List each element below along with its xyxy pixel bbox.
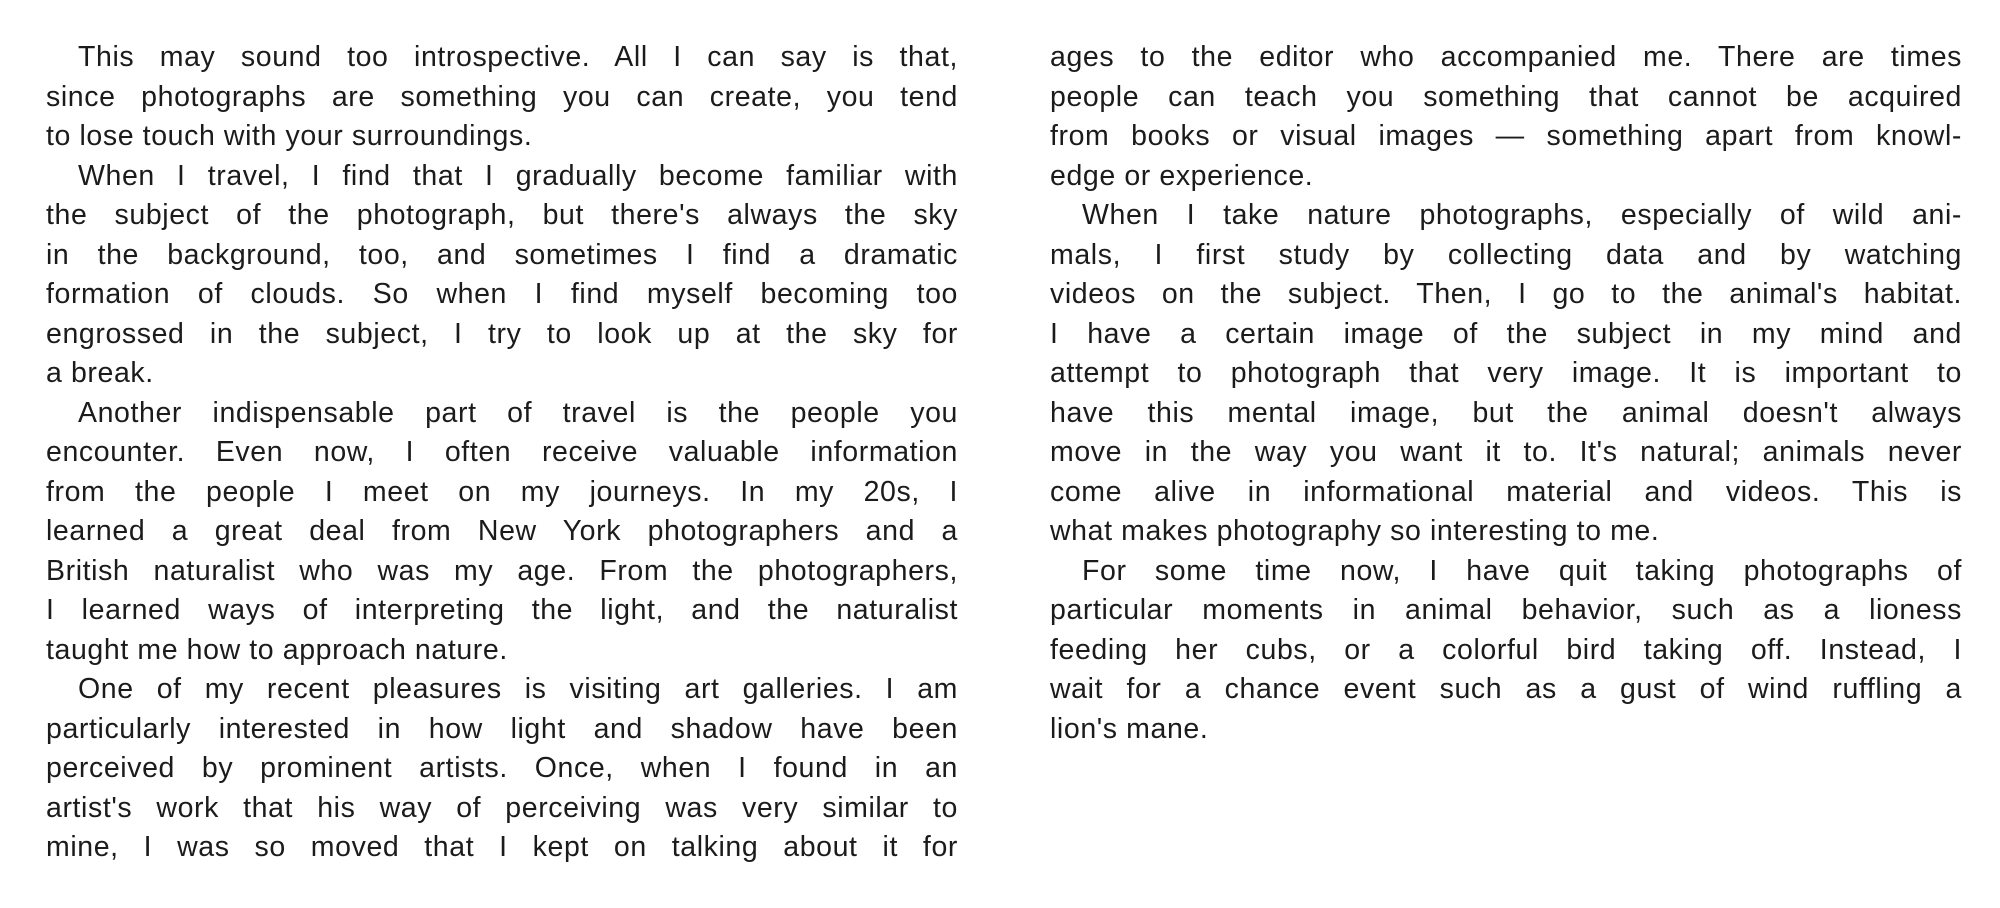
right-text-column — [1050, 38, 1962, 749]
text-line: have this mental image, but the animal doesn't always — [1050, 396, 1962, 429]
text-line: feeding her cubs, or a colorful bird taking off. Instead, I — [1050, 633, 1962, 666]
text-line: videos on the subject. Then, I go to the animal's habitat. — [1050, 278, 1962, 310]
text-line: I have a certain image of the subject in my mind and — [1050, 317, 1962, 350]
text-line: attempt to photograph that very image. It is important to — [1050, 357, 1962, 389]
text-line: since photographs are something you can create, you tend — [46, 80, 958, 113]
text-line: formation of clouds. So when I find myself becoming too — [46, 278, 958, 310]
text-line: a break. — [46, 357, 154, 389]
text-line: mine, I was so moved that I kept on talking about it for — [46, 831, 958, 863]
text-line: This may sound too introspective. All I can say is that, — [78, 41, 958, 73]
text-line: come alive in informational material and videos. This is — [1050, 475, 1962, 508]
text-line: taught me how to approach nature. — [46, 633, 508, 666]
text-line: When I take nature photographs, especially of wild ani- — [1082, 199, 1962, 231]
text-line: encounter. Even now, I often receive valuable information — [46, 436, 958, 468]
text-line: mals, I first study by collecting data and by watching — [1050, 238, 1962, 271]
left-text-column — [46, 38, 958, 868]
text-line: learned a great deal from New York photographers and a — [46, 515, 958, 547]
text-line: from the people I meet on my journeys. In my 20s, I — [46, 475, 958, 508]
text-line: what makes photography so interesting to me. — [1050, 515, 1660, 547]
text-line: Another indispensable part of travel is the people you — [78, 396, 958, 429]
text-line: For some time now, I have quit taking photographs of — [1082, 554, 1962, 587]
text-line: move in the way you want it to. It's natural; animals never — [1050, 436, 1962, 468]
text-line: ages to the editor who accompanied me. There are times — [1050, 41, 1962, 73]
text-line: One of my recent pleasures is visiting art galleries. I am — [78, 673, 958, 705]
text-line: people can teach you something that cannot be acquired — [1050, 80, 1962, 113]
text-line: edge or experience. — [1050, 159, 1314, 192]
text-line: the subject of the photograph, but there's always the sky — [46, 199, 958, 231]
text-line: from books or visual images — something apart from knowl- — [1050, 120, 1962, 152]
text-line: When I travel, I find that I gradually become familiar with — [78, 159, 958, 192]
text-line: to lose touch with your surroundings. — [46, 120, 533, 152]
text-line: I learned ways of interpreting the light, and the naturalist — [46, 594, 958, 626]
text-line: particularly interested in how light and shadow have been — [46, 712, 958, 745]
text-line: lion's mane. — [1050, 712, 1209, 745]
text-line: particular moments in animal behavior, such as a lioness — [1050, 594, 1962, 626]
text-line: perceived by prominent artists. Once, when I found in an — [46, 752, 958, 784]
text-line: engrossed in the subject, I try to look up at the sky for — [46, 317, 958, 350]
text-line: in the background, too, and sometimes I find a dramatic — [46, 238, 958, 271]
text-line: British naturalist who was my age. From the photographers, — [46, 554, 958, 587]
text-line: artist's work that his way of perceiving was very similar to — [46, 791, 958, 824]
text-line: wait for a chance event such as a gust of wind ruffling a — [1050, 673, 1962, 705]
